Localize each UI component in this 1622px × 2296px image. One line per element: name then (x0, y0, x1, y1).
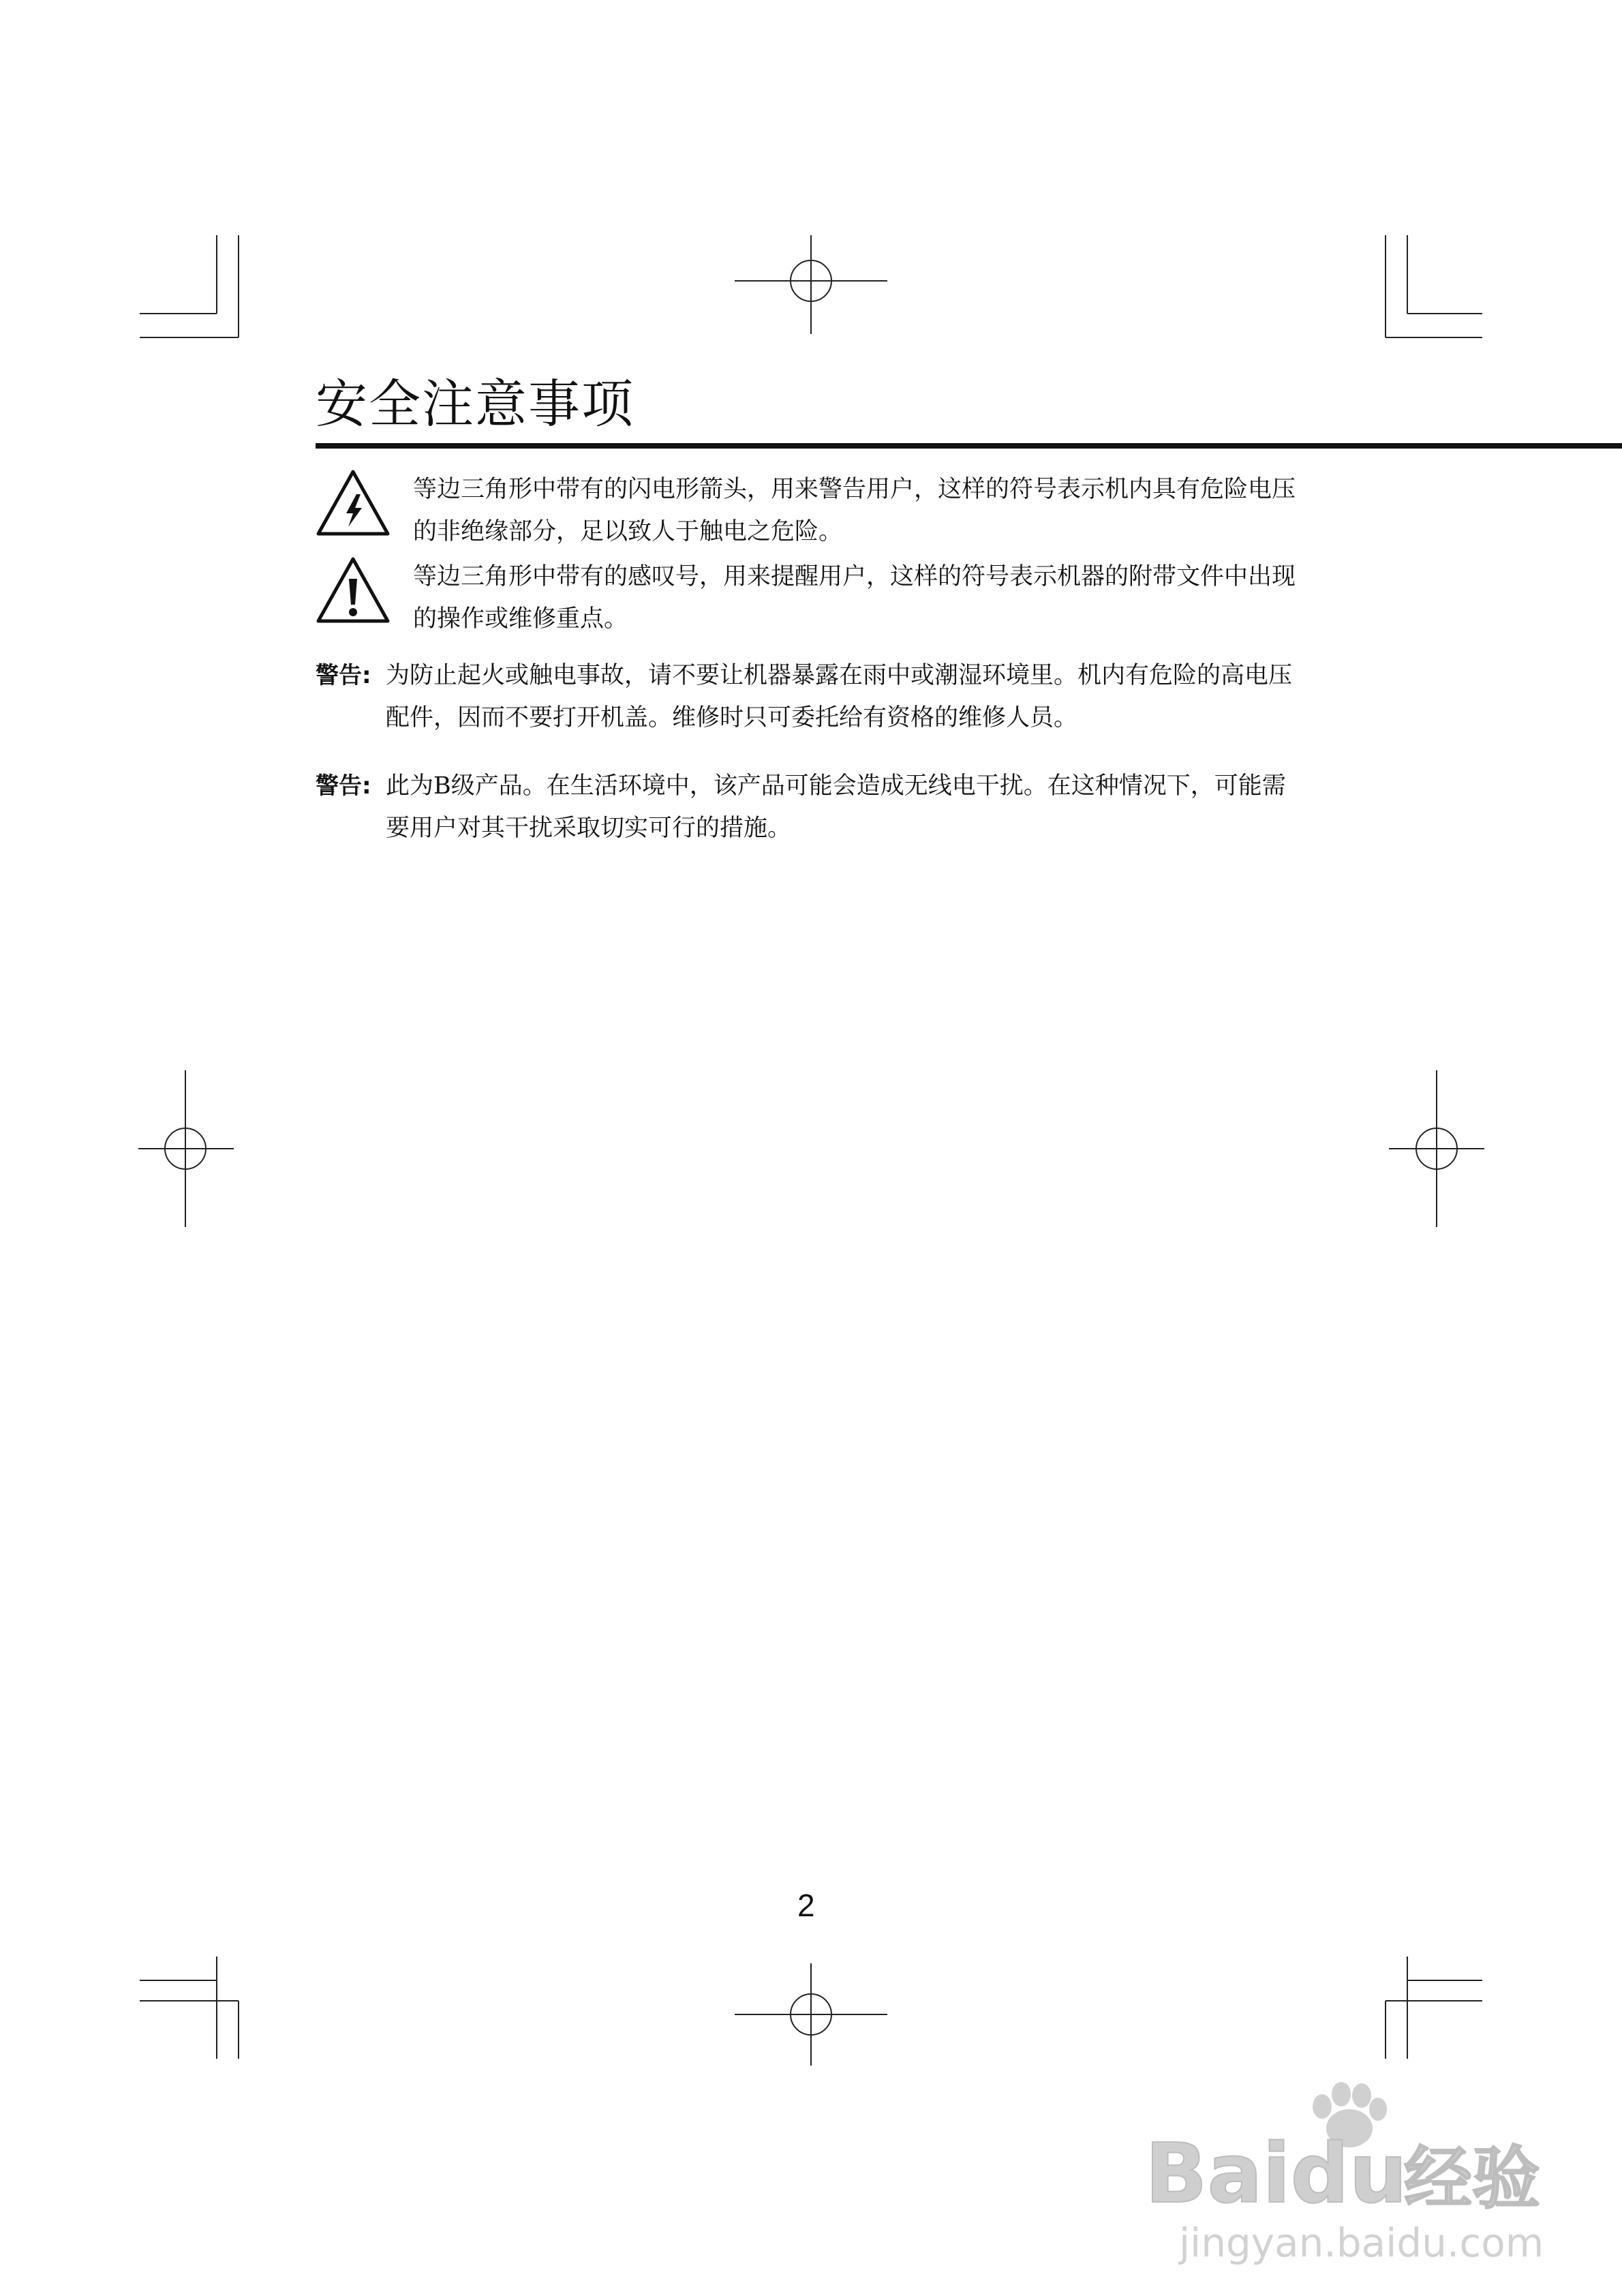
watermark-brand: Baidu (1145, 2127, 1407, 2222)
lightning-warning-triangle-icon (316, 468, 391, 537)
warning-text: 此为B级产品。在生活环境中，该产品可能会造成无线电干扰。在这种情况下，可能需要用户对其干扰采取切实可行的措施。 (386, 772, 1286, 842)
warning-text: 为防止起火或触电事故，请不要让机器暴露在雨中或潮湿环境里。机内有危险的高电压配件，因而不要打开机盖。维修时只可委托给有资格的维修人员。 (386, 662, 1293, 731)
lightning-symbol-text: 等边三角形中带有的闪电形箭头，用来警告用户，这样的符号表示机内具有危险电压的非绝缘部分，足以致人于触电之危险。 (413, 476, 1296, 545)
title-underline (316, 443, 1622, 449)
baidu-jingyan-watermark (1124, 2038, 1561, 2277)
page-title: 安全注意事项 (316, 374, 634, 434)
warning-label: 警告: (316, 772, 371, 800)
watermark-url: jingyan.baidu.com (1179, 2220, 1544, 2266)
warning-label: 警告: (316, 662, 371, 689)
page-number: 2 (797, 1888, 815, 1923)
watermark-suffix: 经验 (1404, 2139, 1540, 2218)
exclamation-symbol-text: 等边三角形中带有的感叹号，用来提醒用户，这样的符号表示机器的附带文件中出现的操作或维修重点。 (413, 563, 1296, 633)
exclamation-warning-triangle-icon (316, 556, 391, 624)
